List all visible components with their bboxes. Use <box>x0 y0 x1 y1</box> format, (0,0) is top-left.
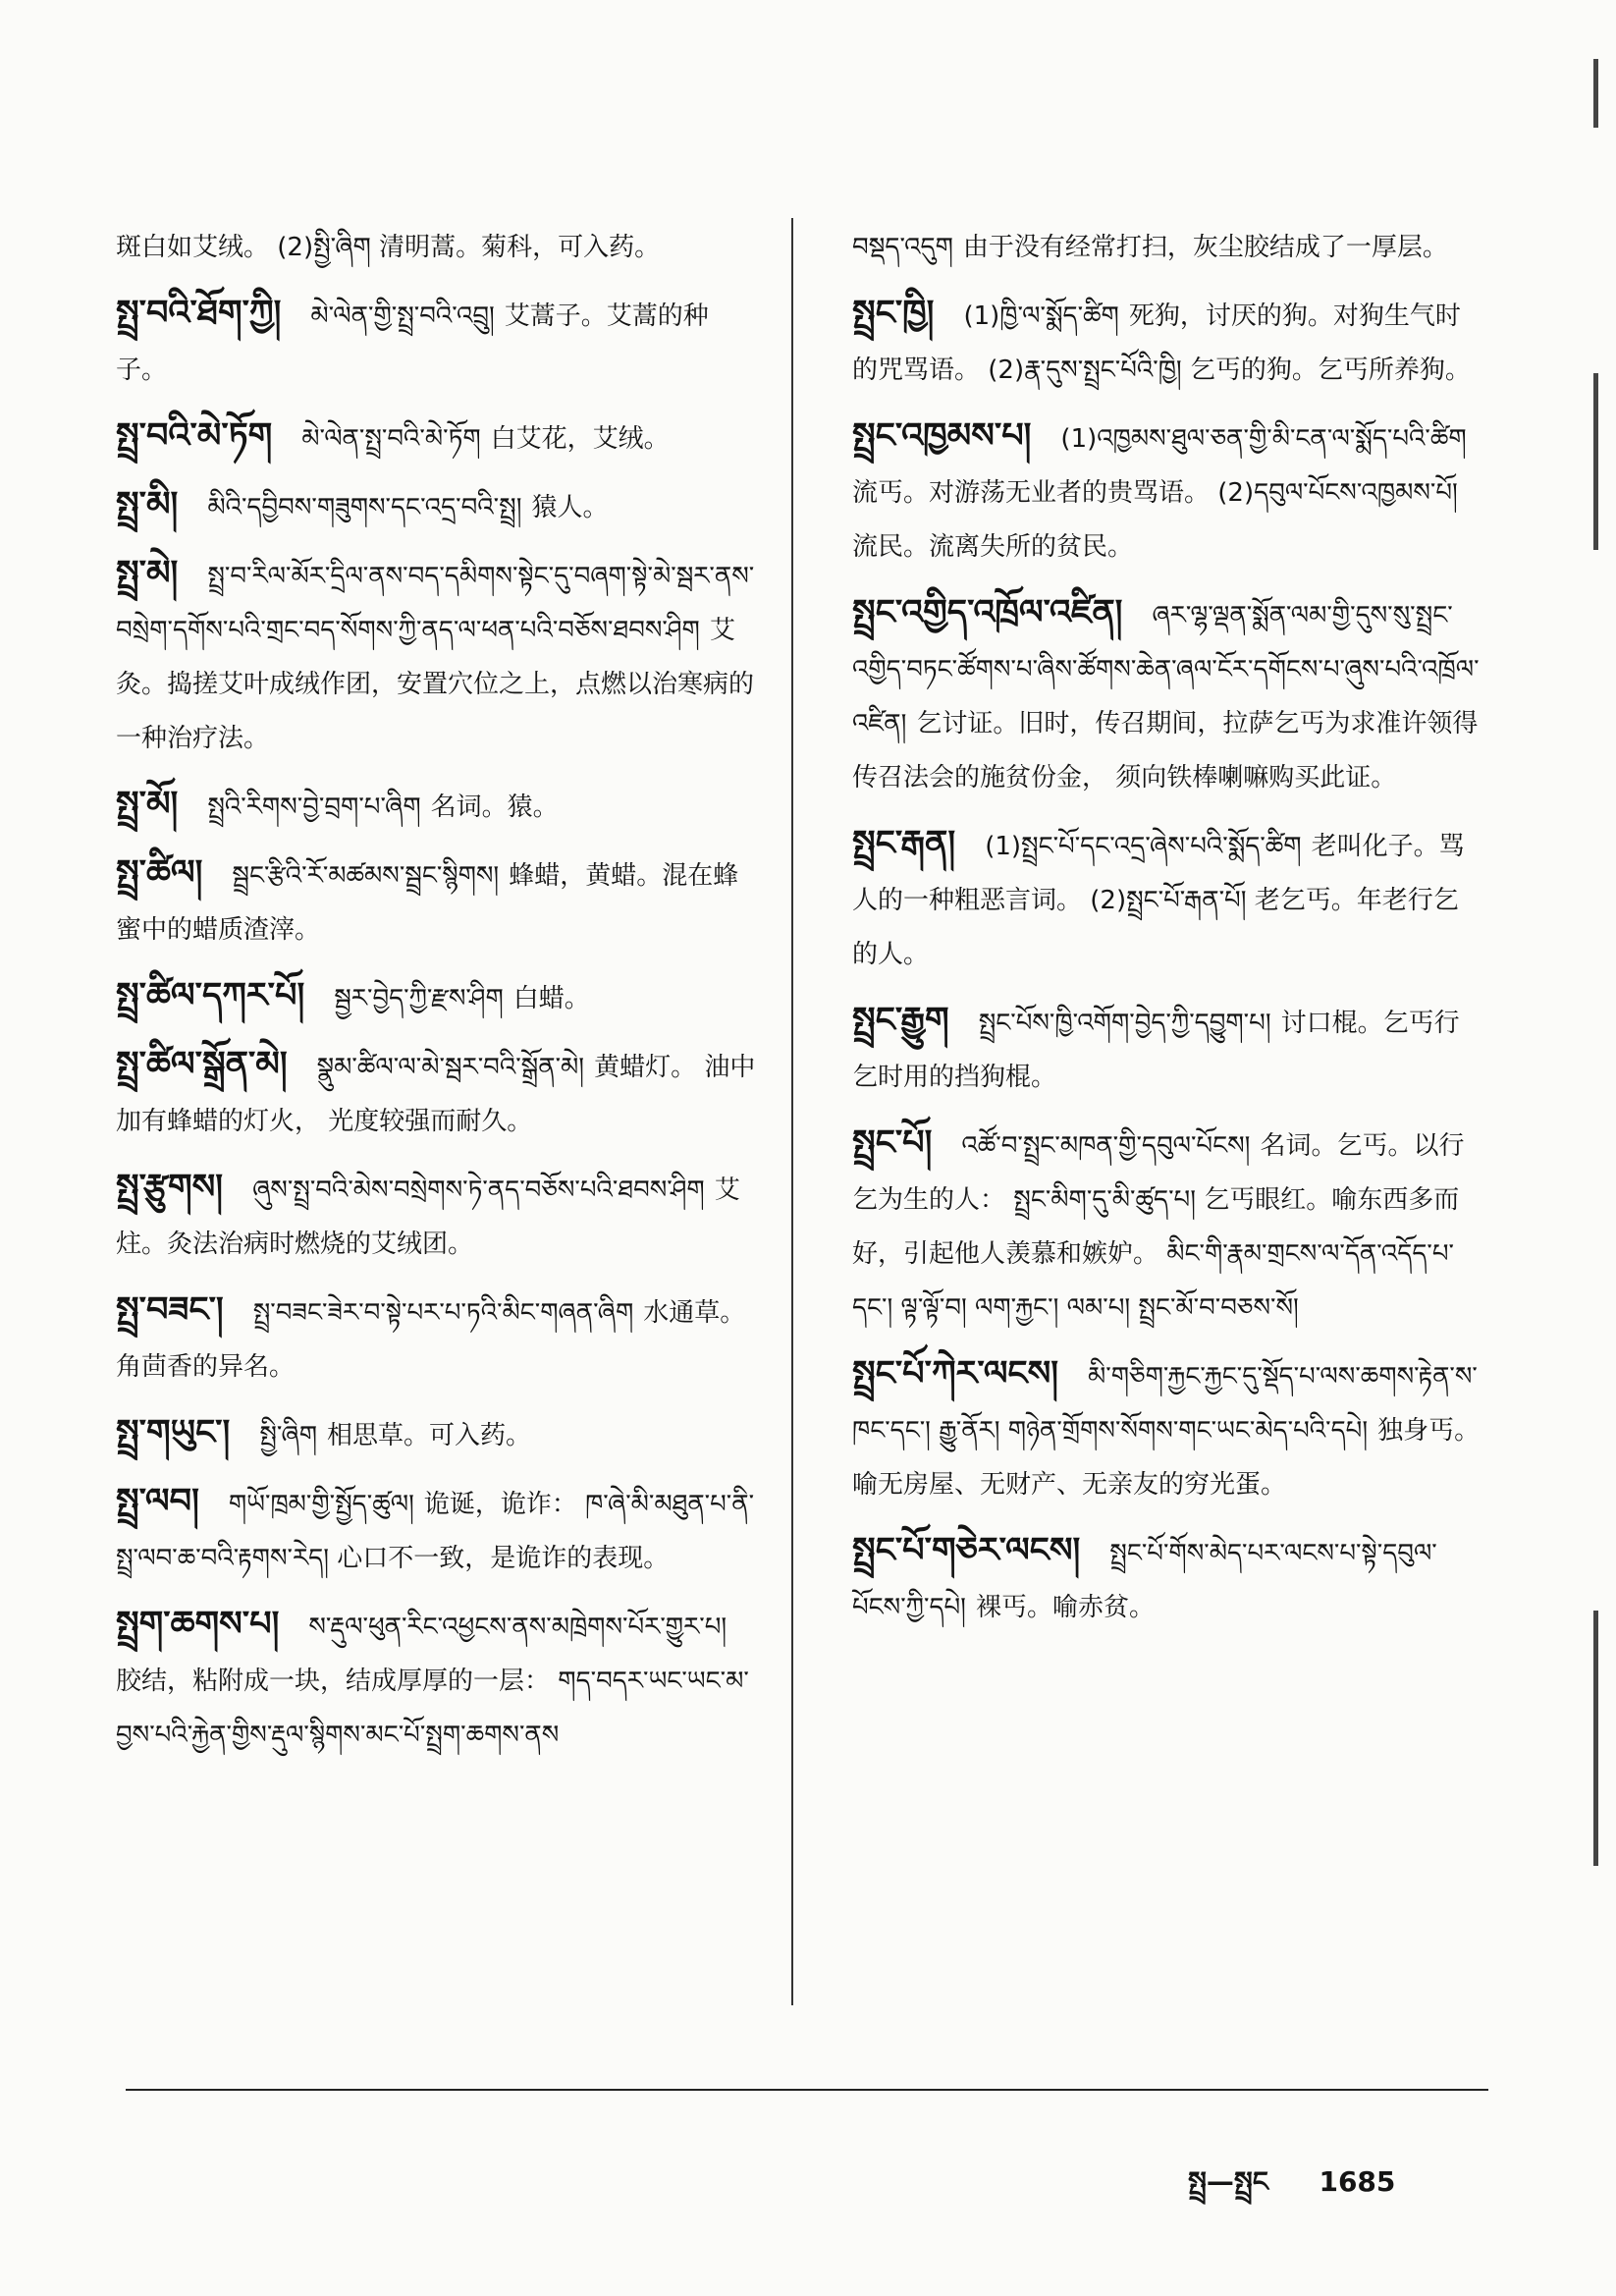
entry-tibetan-definition: མི་གཅིག་རྐྱང་རྐྱང་དུ་སྡོད་པ་ལས་ཆགས་རྟེན་ས་ཁང་དང་། རྒྱུ་ནོར། གཉེན་གྲོགས་སོགས་གང་ཡང་མེད་པའི་དཔེ། <box>852 1362 1478 1446</box>
entry-tibetan-definition: སྦྲང་རྩིའི་རོ་མཚམས་སྦྲང་སྙིགས། <box>232 861 500 891</box>
entry-tibetan-definition: ས་རྡུལ་ཕུན་རིང་འཕྱངས་ནས་མཁྲེགས་པོར་གྱུར་པ། <box>308 1613 727 1642</box>
entry-tibetan-definition: མེ་ལེན་སྤྲ་བའི་མེ་ཏོག <box>301 424 481 454</box>
entry-tibetan-definition: སྤྲང་པོས་ཁྱི་འགོག་བྱེད་ཀྱི་དབྱུག་པ། <box>978 1009 1271 1038</box>
entry-headword: སྤྲ་བའི་ཐོག་ཀྱི། <box>116 294 282 333</box>
footer-rule <box>126 2089 1488 2091</box>
edge-mark <box>1593 1611 1598 1866</box>
entry-headword: སྤྲ་མོ། <box>116 785 179 824</box>
entry-tibetan-definition: མིའི་དབྱིབས་གཟུགས་དང་འདྲ་བའི་སྤྲ། <box>207 493 522 522</box>
page-footer <box>1188 2151 1395 2228</box>
entry-chinese-definition: 艾灸。捣搓艾叶成绒作团，安置穴位之上，点燃以治寒病的一种治疗法。 <box>116 616 755 753</box>
entry-headword: སྤྲ་ཚིལ་སྒྲོན་མེ། <box>116 1045 288 1084</box>
entry-headword: སྤྲ་ཚིལ་དཀར་པོ། <box>116 976 305 1015</box>
dictionary-entry <box>852 221 1481 275</box>
entry-chinese-definition: 斑白如艾绒。 (2)སྤྱི་ཞིག 清明蒿。菊科，可入药。 <box>116 233 661 262</box>
dictionary-entry <box>116 847 756 957</box>
entry-tibetan-definition: ཞར་ལྷ་ལྡན་སྨོན་ལམ་གྱི་དུས་སུ་སྤྲང་འགྱིད་བཏང་ཚོགས་པ་ཞིས་ཚོགས་ཆེན་ཞལ་ངོར་དགོངས་པ་ཞུས་པའི་འཁྲོལ་འཛིན། <box>852 601 1480 738</box>
entry-chinese-definition: 名词。猿。 <box>430 793 559 822</box>
entry-headword: སྤྲ་མེ། <box>116 554 179 593</box>
entry-tibetan-definition: སྤྲའི་རིགས་བྱེ་བྲག་པ་ཞིག <box>207 793 421 822</box>
dictionary-entry <box>852 287 1481 398</box>
entry-chinese-definition: 由于没有经常打扫，灰尘胶结成了一厚层。 <box>962 233 1448 262</box>
dictionary-entry <box>116 1475 756 1586</box>
entry-tibetan-definition: (1)འཁྱམས་ཐུལ་ཅན་གྱི་མི་ངན་ལ་སྨོད་པའི་ཚིག <box>1060 424 1467 454</box>
entry-tibetan-definition: སྤྲང་པོ་གོས་མེད་པར་ལངས་པ་སྟེ་དབུལ་པོངས་ཀྱི་དཔེ། <box>852 1539 1437 1622</box>
dictionary-entry <box>852 1347 1481 1512</box>
column-divider <box>791 218 793 2005</box>
dictionary-entry <box>852 1524 1481 1635</box>
entry-chinese-definition: 艾蒿子。艾蒿的种子。 <box>116 301 709 385</box>
entry-headword: སྤྲང་རྒན། <box>852 824 956 863</box>
entry-tibetan-definition: (1)ཁྱི་ལ་སྨོད་ཚིག <box>963 301 1119 331</box>
entry-chinese-definition: 相思草。可入药。 <box>327 1421 532 1450</box>
right-column <box>852 221 1481 1647</box>
dictionary-entry <box>116 1161 756 1272</box>
entry-tibetan-definition: སྦྱར་བྱེད་ཀྱི་རྫས་ཤིག <box>334 984 504 1013</box>
dictionary-entry <box>852 1117 1481 1336</box>
entry-tibetan-definition: སྤྲ་བ་རིལ་མོར་དྲིལ་ནས་བད་དམིགས་སྟེང་དུ་བཞག་སྟེ་མེ་སྦར་ནས་བསྲེག་དགོས་པའི་གྲང་བད་སོགས་ཀྱི་ནད་ལ་ཕན་པའི་བཅོས་ཐབས་ཤིག <box>116 562 755 645</box>
entry-headword: སྤྲང་པོ་ཀེར་ལངས། <box>852 1354 1059 1394</box>
entry-chinese-definition: 死狗，讨厌的狗。对狗生气时的咒骂语。 (2)རྣ་དུས་སྤྲང་པོའི་ཁྱི། 乞丐的狗。乞丐所养狗。 <box>852 301 1471 385</box>
dictionary-entry <box>116 1598 756 1763</box>
dictionary-entry <box>852 994 1481 1105</box>
entry-tibetan-definition: མེ་ལེན་གྱི་སྤྲ་བའི་འབྲུ། <box>310 301 495 331</box>
page-range: སྤྲ—སྤྲང <box>1188 2165 1268 2198</box>
edge-mark <box>1593 373 1598 550</box>
entry-headword: སྤྲང་པོ། <box>852 1123 933 1163</box>
entry-headword: སྤྲ་མི། <box>116 485 179 524</box>
edge-mark <box>1593 59 1598 128</box>
entry-headword: སྤྲང་འགྱིད་འཁྲོལ་འཛིན། <box>852 593 1123 632</box>
entry-chinese-definition: 水通草。角茴香的异名。 <box>116 1298 746 1382</box>
entry-tibetan-definition: སྣུམ་ཚིལ་ལ་མེ་སྦར་བའི་སྒྲོན་མེ། <box>316 1053 585 1082</box>
dictionary-entry <box>116 969 756 1026</box>
entry-chinese-definition: 讨口棍。乞丐行乞时用的挡狗棍。 <box>852 1009 1460 1092</box>
entry-chinese-definition: 白蜡。 <box>512 984 590 1013</box>
dictionary-entry <box>852 410 1481 574</box>
entry-headword: སྤྲ་བའི་མེ་ཏོག <box>116 416 273 456</box>
entry-headword: སྤྲ་བཟང་། <box>116 1290 224 1330</box>
entry-chinese-definition: 独身丐。喻无房屋、无财产、无亲友的穷光蛋。 <box>852 1416 1481 1500</box>
entry-headword: སྤྲ་ལབ། <box>116 1482 199 1521</box>
entry-headword: སྤྲ་རྩུགས། <box>116 1168 224 1207</box>
entry-tibetan-definition: འཚོ་བ་སྤྲང་མཁན་གྱི་དབུལ་པོངས། <box>961 1131 1251 1161</box>
entry-tibetan-definition: བསྡད་འདུག <box>852 233 953 262</box>
page-number: 1685 <box>1319 2165 1396 2198</box>
entry-headword: སྤྲ་ཚིལ། <box>116 853 203 893</box>
entry-headword: སྤྲ་གཡུང་། <box>116 1413 231 1452</box>
dictionary-entry <box>116 410 756 466</box>
dictionary-entry <box>116 778 756 835</box>
entry-chinese-definition: 乞讨证。旧时，传召期间，拉萨乞丐为求准许领得传召法会的施贫份金， 须向铁棒喇嘛购买此证。 <box>852 709 1479 793</box>
entry-chinese-definition: 黄蜡灯。 油中加有蜂蜡的灯火， 光度较强而耐久。 <box>116 1053 756 1136</box>
entry-tibetan-definition: (1)སྤྲང་པོ་དང་འདྲ་ཞེས་པའི་སྨོད་ཚིག <box>985 832 1302 861</box>
dictionary-entry <box>116 1038 756 1149</box>
dictionary-entry <box>116 221 756 275</box>
left-column <box>116 221 756 1775</box>
entry-chinese-definition: 名词。乞丐。以行乞为生的人： སྤྲང་མིག་དུ་མི་ཚུད་པ། 乞丐眼红。喻东西多而好，引起他人羡慕和嫉妒。 མིང་གི་རྣམ་གྲངས་ལ་དོན་འདོད་པ་དང་། ལྟ་ལྟོ་བ། ལག་རྐྱང་། ལམ་པ། སྤྲང་མོ་བ་བཅས་སོ། <box>852 1131 1465 1323</box>
entry-headword: སྤྲང་པོ་གཅེར་ལངས། <box>852 1531 1081 1570</box>
entry-chinese-definition: 猿人。 <box>531 493 609 522</box>
entry-tibetan-definition: ཞུས་སྤྲ་བའི་མེས་བསྲེགས་ཏེ་ནད་བཅོས་པའི་ཐབས་ཤིག <box>252 1175 705 1205</box>
dictionary-entry <box>116 1284 756 1394</box>
entry-chinese-definition: 胶结，粘附成一块，结成厚厚的一层： གད་བདར་ཡང་ཡང་མ་བྱས་པའི་རྐྱེན་གྱིས་རྡུལ་སྙིགས་མང་པོ་སྤྲག་ཆགས་ནས <box>116 1667 749 1750</box>
entry-chinese-definition: 蜂蜡，黄蜡。混在蜂蜜中的蜡质渣滓。 <box>116 861 739 945</box>
entry-chinese-definition: 流丐。对游荡无业者的贵骂语。 (2)དབུལ་པོངས་འཁྱམས་པོ། 流民。流离失所的贫民。 <box>852 478 1458 562</box>
entry-chinese-definition: 诡诞，诡诈： ཁ་ཞེ་མི་མཐུན་པ་ནི་སྤྲ་ལབ་ཆ་བའི་རྟགས་རེད། 心口不一致，是诡诈的表现。 <box>116 1490 755 1573</box>
dictionary-entry <box>116 1406 756 1463</box>
entry-headword: སྤྲག་ཆགས་པ། <box>116 1605 280 1644</box>
dictionary-entry <box>116 478 756 535</box>
entry-chinese-definition: 裸丐。喻赤贫。 <box>975 1593 1155 1622</box>
entry-chinese-definition: 艾炷。灸法治病时燃烧的艾绒团。 <box>116 1175 740 1259</box>
entry-headword: སྤྲང་འཁྱམས་པ། <box>852 416 1032 456</box>
entry-headword: སྤྲང་ཁྱི། <box>852 294 935 333</box>
dictionary-entry <box>116 547 756 766</box>
dictionary-entry <box>852 817 1481 982</box>
entry-tibetan-definition: སྤྲ་བཟང་ཟེར་བ་སྟེ་པར་པ་ཏའི་མིང་གཞན་ཞིག <box>252 1298 634 1328</box>
entry-headword: སྤྲང་རྒྱུག <box>852 1001 949 1040</box>
dictionary-entry <box>116 287 756 398</box>
entry-chinese-definition: 白艾花，艾绒。 <box>490 424 670 454</box>
dictionary-entry <box>852 586 1481 805</box>
entry-tibetan-definition: གཡོ་ཁྲམ་གྱི་སྤྱོད་ཚུལ། <box>228 1490 414 1519</box>
entry-chinese-definition: 老叫化子。骂人的一种粗恶言词。 (2)སྤྲང་པོ་རྒན་པོ། 老乞丐。年老行乞的人。 <box>852 832 1465 969</box>
entry-tibetan-definition: སྤྱི་ཞིག <box>259 1421 318 1450</box>
